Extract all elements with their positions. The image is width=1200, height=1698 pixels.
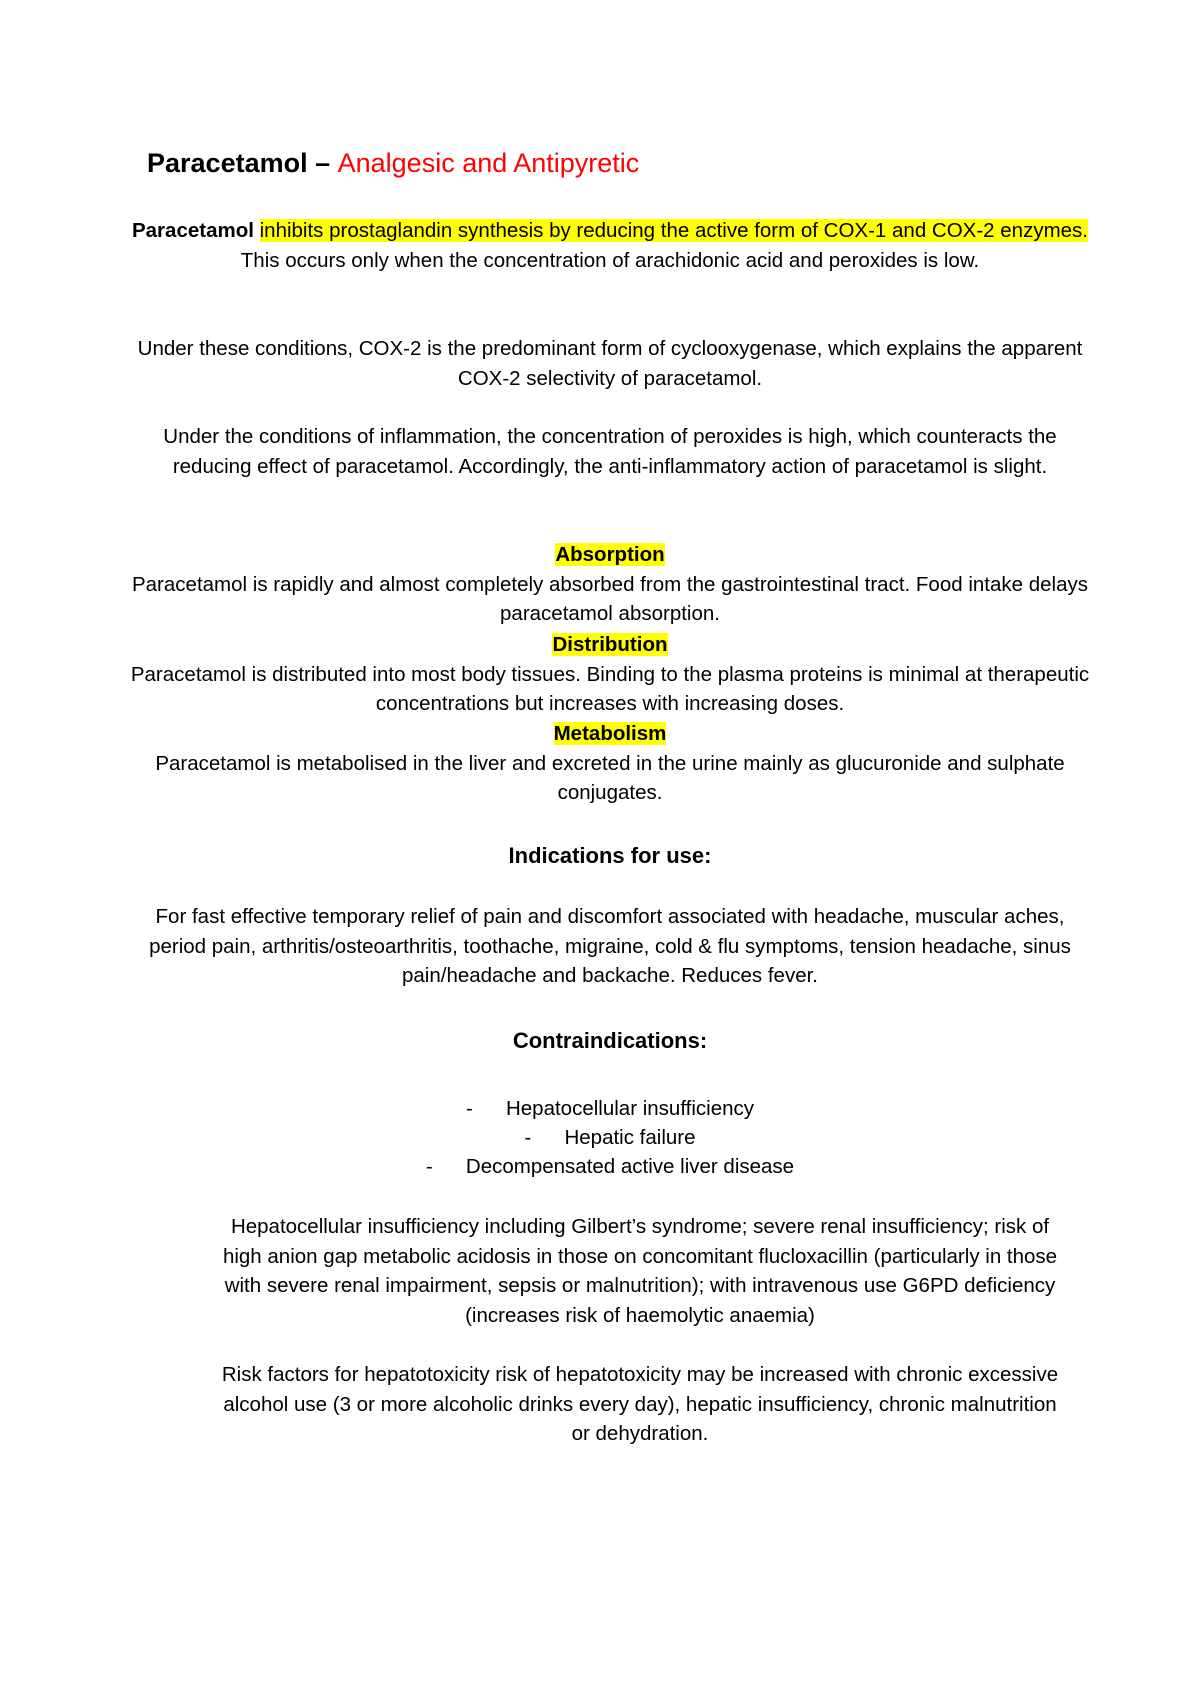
absorption-text: Paracetamol is rapidly and almost completely absorbed from the gastrointestinal tract. Food intake delays paracetamol absorption. xyxy=(131,572,1088,625)
list-dash: - xyxy=(465,1097,473,1120)
page-title xyxy=(147,148,639,179)
intro-paragraph-2: Under these conditions, COX-2 is the predominant form of cyclooxygenase, which explains the apparent COX-2 selectivity of paracetamol. xyxy=(137,337,1083,390)
indications-text: For fast effective temporary relief of pain and discomfort associated with headache, muscular aches, period pain, arthritis/osteoarthritis, toothache, migraine, cold & flu symptoms, tension headache, sinus pain/headache and backache. Reduces fever. xyxy=(149,905,1071,987)
intro-lead: Paracetamol xyxy=(131,219,254,242)
list-item xyxy=(130,1152,1090,1181)
metabolism-section xyxy=(130,719,1090,808)
title-main: Paracetamol – xyxy=(147,148,331,178)
contraindications-paragraph-2: Risk factors for hepatotoxicity risk of hepatotoxicity may be increased with chronic excessive alcohol use (3 or more alcoholic drinks every day), hepatic insufficiency, chronic malnutrition or dehydration. xyxy=(221,1363,1059,1445)
intro-paragraph-1 xyxy=(130,216,1090,275)
list-item-text: Hepatocellular insufficiency xyxy=(505,1097,755,1120)
list-item-text: Hepatic failure xyxy=(564,1126,696,1149)
metabolism-text: Paracetamol is metabolised in the liver and excreted in the urine mainly as glucuronide and sulphate conjugates. xyxy=(155,751,1065,804)
list-dash: - xyxy=(425,1155,433,1178)
intro-highlight: inhibits prostaglandin synthesis by reducing the active form of COX-1 and COX-2 enzymes. xyxy=(259,219,1088,242)
title-subtitle: Analgesic and Antipyretic xyxy=(337,148,640,178)
list-item-text: Decompensated active liver disease xyxy=(465,1155,795,1178)
list-dash: - xyxy=(524,1126,532,1149)
metabolism-heading: Metabolism xyxy=(553,722,667,745)
absorption-section xyxy=(130,540,1090,629)
indications-heading: Indications for use: xyxy=(508,843,712,868)
intro-paragraph-3: Under the conditions of inflammation, the concentration of peroxides is high, which counteracts the reducing effect of paracetamol. Accordingly, the anti-inflammatory action of paracetamol is slight. xyxy=(163,425,1057,478)
intro-rest: This occurs only when the concentration of arachidonic acid and peroxides is low. xyxy=(240,248,980,272)
absorption-heading: Absorption xyxy=(555,543,665,566)
distribution-text: Paracetamol is distributed into most body tissues. Binding to the plasma proteins is minimal at therapeutic concentrations but increases with increasing doses. xyxy=(130,662,1090,715)
contraindications-heading: Contraindications: xyxy=(512,1028,708,1053)
list-item xyxy=(130,1094,1090,1123)
distribution-section xyxy=(130,630,1090,719)
contraindications-paragraph-1: Hepatocellular insufficiency including Gilbert’s syndrome; severe renal insufficiency; risk of high anion gap metabolic acidosis in those on concomitant flucloxacillin (particularly in those with severe renal impairment, sepsis or malnutrition); with intravenous use G6PD deficiency (increases risk of haemolytic anaemia) xyxy=(222,1215,1058,1327)
distribution-heading: Distribution xyxy=(552,633,668,656)
list-item xyxy=(130,1123,1090,1152)
